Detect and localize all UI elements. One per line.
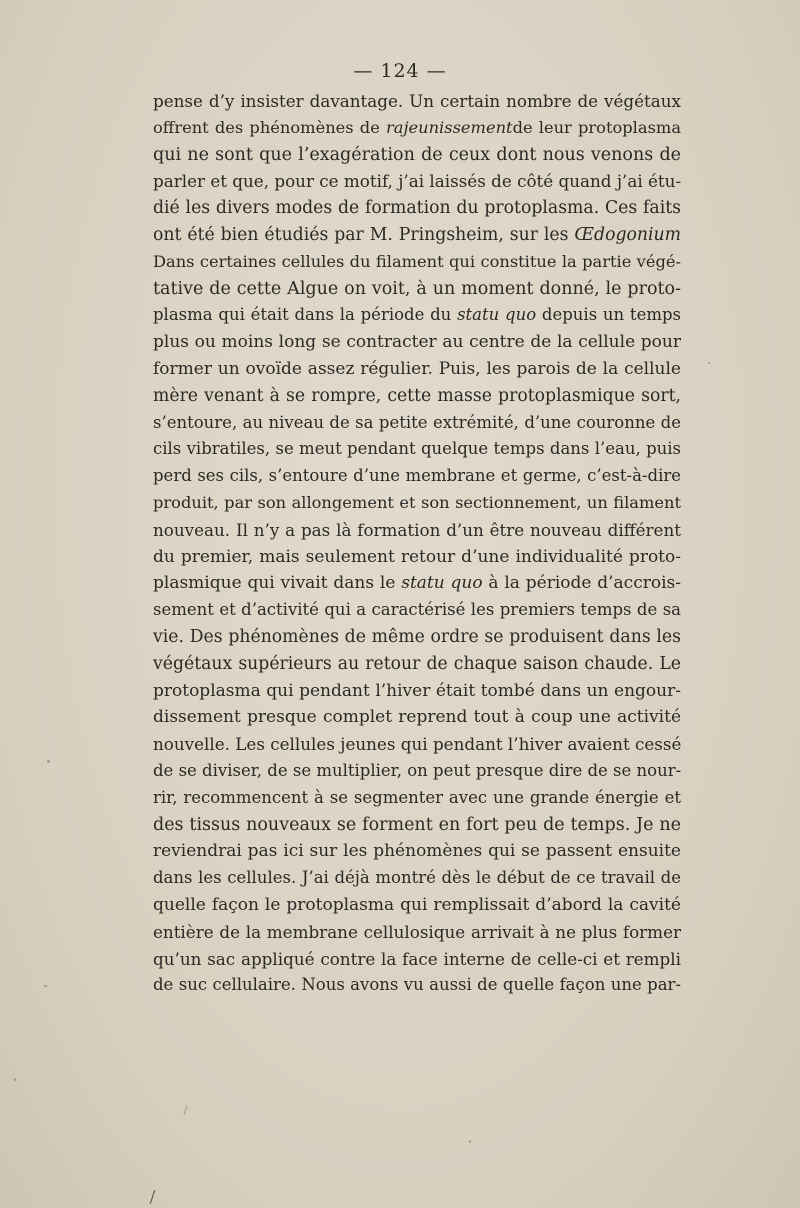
italic-term: rajeunissement bbox=[386, 117, 513, 137]
text-segment: dans les cellules. J’ai déjà montré dès le début de ce travail de bbox=[153, 868, 681, 888]
text-line bbox=[153, 168, 681, 195]
scan-speck bbox=[14, 1078, 16, 1081]
text-segment: parler et que, pour ce motif, j’ai laissés de côté quand j’ai étu- bbox=[153, 171, 682, 192]
text-segment: ont été bien étudiés par M. Pringsheim, sur les bbox=[153, 224, 575, 245]
text-segment: des tissus nouveaux se forment en fort peu de temps. Je ne bbox=[153, 814, 681, 835]
text-line bbox=[153, 329, 681, 356]
text-line bbox=[153, 302, 681, 329]
text-line bbox=[153, 195, 681, 222]
text-line bbox=[153, 88, 681, 115]
text-line bbox=[153, 490, 681, 517]
italic-term: statu quo bbox=[457, 305, 537, 325]
text-segment: plasmique qui vivait dans le bbox=[153, 573, 402, 594]
text-segment: plasma qui était dans la période du bbox=[153, 305, 458, 325]
text-segment: pense d’y insister davantage. Un certain nombre de végétaux bbox=[153, 91, 681, 111]
text-line bbox=[153, 356, 681, 383]
italic-term: Œdogonium bbox=[574, 224, 681, 245]
text-segment: de se diviser, de se multiplier, on peut presque dire de se nour- bbox=[153, 760, 682, 780]
scan-speck bbox=[44, 985, 47, 987]
text-segment: dissement presque complet reprend tout à coup une activité bbox=[153, 707, 681, 728]
text-segment: depuis un temps bbox=[536, 305, 682, 325]
scan-mark bbox=[150, 1190, 155, 1204]
text-segment: plus ou moins long se contracter au centre de la cellule pour bbox=[153, 332, 681, 353]
page-number: — 124 — bbox=[353, 60, 447, 82]
text-line bbox=[153, 517, 681, 544]
scan-mark bbox=[183, 1105, 187, 1115]
text-line bbox=[153, 597, 681, 624]
text-line bbox=[153, 276, 681, 303]
text-segment: produit, par son allongement et son sectionnement, un filament bbox=[153, 492, 681, 512]
text-line bbox=[153, 865, 681, 892]
text-line bbox=[153, 838, 681, 865]
text-segment: mère venant à se rompre, cette masse protoplasmique sort, bbox=[153, 385, 681, 406]
text-line bbox=[153, 758, 681, 785]
scan-speck bbox=[708, 362, 710, 364]
text-segment: reviendrai pas ici sur les phénomènes qui se passent ensuite bbox=[153, 841, 681, 862]
italic-term: statu quo bbox=[401, 573, 483, 594]
text-segment: à la période d’accrois- bbox=[482, 573, 681, 594]
text-segment: qu’un sac appliqué contre la face interne de celle-ci et rempli bbox=[153, 948, 681, 969]
text-line bbox=[153, 812, 681, 839]
text-segment: s’entoure, au niveau de sa petite extrémité, d’une couronne de bbox=[153, 412, 681, 432]
text-segment: vie. Des phénomènes de même ordre se produisent dans les bbox=[153, 626, 681, 647]
text-line bbox=[153, 142, 681, 169]
text-segment: Dans certaines cellules du filament qui constitue la partie végé- bbox=[153, 251, 681, 271]
body-text bbox=[153, 88, 681, 999]
text-line bbox=[153, 544, 681, 571]
text-segment: de leur protoplasma bbox=[512, 117, 682, 137]
text-line bbox=[153, 651, 681, 678]
text-line bbox=[153, 436, 681, 463]
text-line bbox=[153, 570, 681, 597]
text-line bbox=[153, 410, 681, 437]
text-segment: nouveau. Il n’y a pas là formation d’un être nouveau différent bbox=[153, 519, 681, 540]
text-line bbox=[153, 946, 681, 973]
text-line bbox=[153, 704, 681, 731]
text-line bbox=[153, 892, 681, 919]
text-segment: tative de cette Algue on voit, à un moment donné, le proto- bbox=[153, 278, 681, 299]
text-line bbox=[153, 678, 681, 705]
text-line bbox=[153, 249, 681, 276]
text-line bbox=[153, 785, 681, 812]
text-line bbox=[153, 624, 681, 651]
text-segment: végétaux supérieurs au retour de chaque saison chaude. Le bbox=[153, 653, 681, 674]
text-line bbox=[153, 222, 681, 249]
text-line bbox=[153, 972, 681, 999]
text-segment: qui ne sont que l’exagération de ceux dont nous venons de bbox=[153, 144, 681, 165]
text-line bbox=[153, 383, 681, 410]
text-segment: nouvelle. Les cellules jeunes qui pendant l’hiver avaient cessé bbox=[153, 734, 682, 755]
text-line bbox=[153, 731, 681, 758]
text-segment: dié les divers modes de formation du protoplasma. Ces faits bbox=[153, 198, 681, 219]
scan-speck bbox=[469, 1140, 471, 1143]
text-segment: cils vibratiles, se meut pendant quelque temps dans l’eau, puis bbox=[153, 439, 681, 459]
scan-speck bbox=[47, 760, 50, 763]
text-line bbox=[153, 115, 681, 142]
text-segment: sement et d’activité qui a caractérisé les premiers temps de sa bbox=[153, 600, 681, 620]
text-line bbox=[153, 919, 681, 946]
text-segment: offrent des phénomènes de bbox=[153, 117, 387, 137]
text-segment: former un ovoïde assez régulier. Puis, les parois de la cellule bbox=[153, 358, 681, 379]
text-segment: quelle façon le protoplasma qui remplissait d’abord la cavité bbox=[153, 894, 681, 915]
text-segment: entière de la membrane cellulosique arrivait à ne plus former bbox=[153, 921, 681, 942]
text-line bbox=[153, 463, 681, 490]
text-segment: du premier, mais seulement retour d’une individualité proto- bbox=[153, 546, 681, 567]
text-segment: protoplasma qui pendant l’hiver était tombé dans un engour- bbox=[153, 680, 681, 701]
text-segment: perd ses cils, s’entoure d’une membrane et germe, c’est-à-dire bbox=[153, 466, 681, 486]
text-segment: rir, recommencent à se segmenter avec une grande énergie et bbox=[153, 787, 681, 807]
text-segment: de suc cellulaire. Nous avons vu aussi de quelle façon une par- bbox=[153, 975, 681, 995]
